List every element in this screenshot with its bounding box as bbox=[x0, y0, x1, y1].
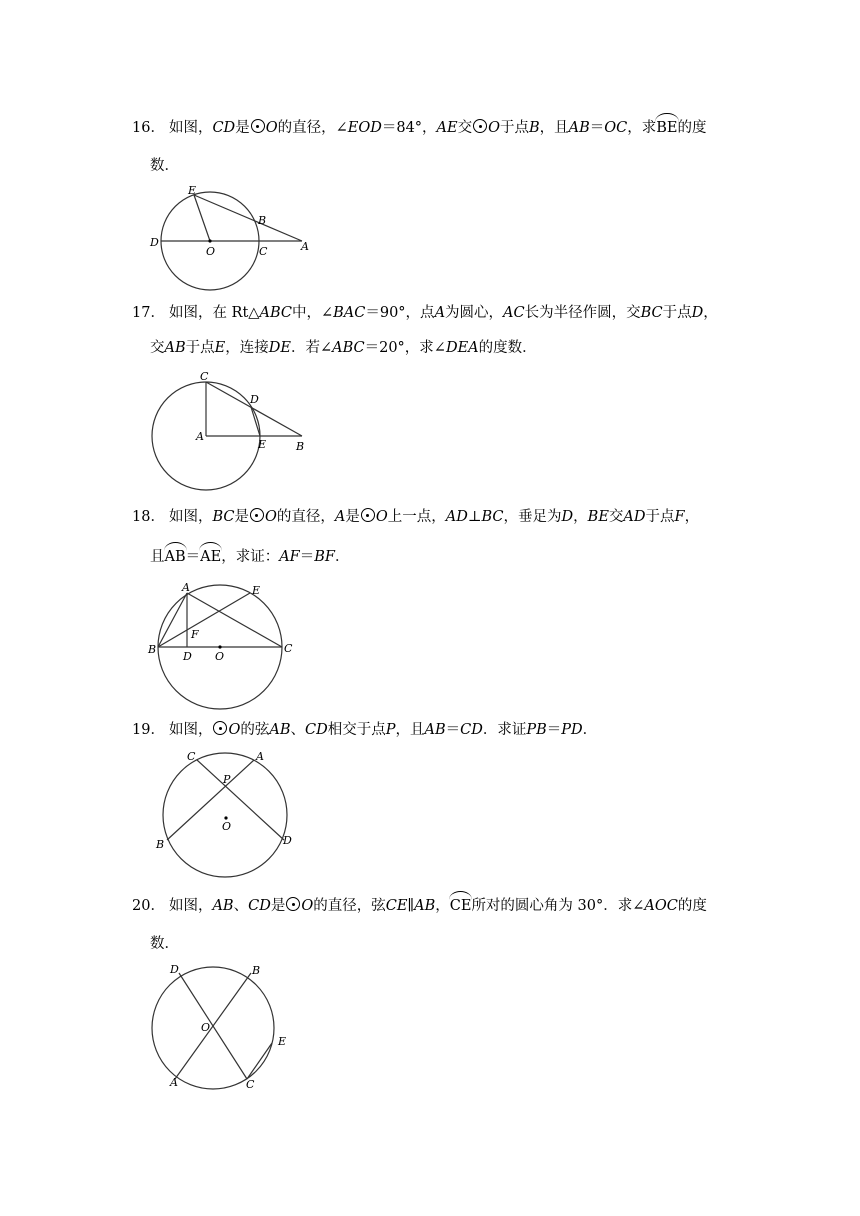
text: 的度数． bbox=[478, 340, 537, 356]
var: A bbox=[434, 305, 446, 321]
var: CD bbox=[304, 722, 328, 738]
text: 交 bbox=[150, 340, 165, 356]
text: ＝ bbox=[445, 722, 461, 738]
arc-notation: AE bbox=[200, 549, 222, 565]
label-d: D bbox=[250, 393, 259, 406]
var: AD bbox=[623, 509, 646, 525]
center-dot bbox=[208, 239, 211, 242]
text: 如图， bbox=[168, 722, 213, 738]
label-b: B bbox=[148, 643, 157, 656]
var: PB bbox=[526, 722, 547, 738]
text: ，求 bbox=[627, 120, 657, 136]
label-c: C bbox=[284, 642, 293, 655]
var: O bbox=[264, 509, 277, 525]
text: ．若∠ bbox=[290, 340, 333, 356]
label-c: C bbox=[259, 245, 268, 258]
q16-line1 bbox=[132, 119, 707, 137]
text: ∥ bbox=[407, 898, 415, 914]
var: E bbox=[214, 340, 226, 356]
var: BAC bbox=[333, 305, 366, 321]
text: ＝ bbox=[589, 120, 605, 136]
q17-line1 bbox=[132, 304, 718, 322]
chord-ce bbox=[247, 1043, 272, 1079]
var: P bbox=[385, 722, 396, 738]
var: O bbox=[488, 120, 500, 136]
text: 如图， bbox=[168, 509, 213, 525]
text: 相交于点 bbox=[327, 722, 386, 738]
text: ＝ bbox=[299, 549, 315, 565]
question-number: 19． bbox=[132, 722, 165, 738]
text: 的直径，弦 bbox=[313, 898, 386, 914]
text: ，垂足为 bbox=[503, 509, 562, 525]
text: ＝84°， bbox=[381, 120, 437, 136]
var: O bbox=[301, 898, 314, 914]
label-d: D bbox=[283, 834, 292, 847]
text: 数． bbox=[150, 158, 179, 174]
q16-figure bbox=[140, 180, 320, 290]
label-e: E bbox=[258, 438, 267, 451]
label-a: A bbox=[256, 750, 264, 763]
question-number: 20． bbox=[132, 898, 165, 914]
var: A bbox=[334, 509, 346, 525]
label-a: A bbox=[301, 240, 309, 253]
var: AB bbox=[212, 898, 234, 914]
var: BF bbox=[314, 549, 335, 565]
var: EOD bbox=[347, 120, 382, 136]
label-f: F bbox=[191, 628, 199, 641]
var: CE bbox=[385, 898, 408, 914]
text: ．求证 bbox=[482, 722, 527, 738]
text: ＝ bbox=[546, 722, 562, 738]
var: AD bbox=[445, 509, 468, 525]
label-e: E bbox=[278, 1035, 287, 1048]
text: ， bbox=[703, 305, 718, 321]
diameter-ba bbox=[175, 973, 251, 1079]
label-d: D bbox=[170, 963, 179, 976]
var: ABC bbox=[332, 340, 365, 356]
var: AB bbox=[269, 722, 291, 738]
text: 长为半径作圆，交 bbox=[524, 305, 641, 321]
var: DE bbox=[268, 340, 291, 356]
var: DEA bbox=[445, 340, 479, 356]
q18-line2 bbox=[150, 548, 349, 566]
circle-dot-symbol bbox=[250, 508, 264, 522]
text: 的度 bbox=[677, 120, 707, 136]
text: ， bbox=[684, 509, 700, 525]
var: AB bbox=[164, 340, 186, 356]
text: 于点 bbox=[645, 509, 675, 525]
text: 交 bbox=[608, 509, 624, 525]
text: 、 bbox=[233, 898, 249, 914]
circle-dot-symbol bbox=[361, 508, 375, 522]
text: 如图，在 Rt△ bbox=[168, 305, 260, 321]
label-d: D bbox=[150, 236, 159, 249]
var: CD bbox=[460, 722, 483, 738]
var: AB bbox=[414, 898, 436, 914]
q18-line1 bbox=[132, 508, 699, 526]
line-ea bbox=[194, 195, 302, 241]
circle-o bbox=[163, 753, 287, 877]
text: 的直径， bbox=[276, 509, 335, 525]
arc-notation: AB bbox=[164, 549, 186, 565]
line-be bbox=[158, 593, 250, 647]
label-a: A bbox=[182, 581, 190, 594]
text: ＝20°，求∠ bbox=[364, 340, 446, 356]
q19-line1 bbox=[132, 721, 597, 739]
text: 且 bbox=[150, 549, 165, 565]
circle-dot-symbol bbox=[286, 897, 300, 911]
q17-line2 bbox=[150, 339, 537, 357]
var: OC bbox=[604, 120, 628, 136]
var: D bbox=[561, 509, 574, 525]
label-b: B bbox=[296, 440, 305, 453]
label-c: C bbox=[200, 370, 209, 383]
var: BC bbox=[640, 305, 663, 321]
text: ． bbox=[582, 722, 598, 738]
var: AF bbox=[279, 549, 300, 565]
text: ，且 bbox=[539, 120, 569, 136]
label-p: P bbox=[223, 773, 231, 786]
var: AC bbox=[503, 305, 525, 321]
label-e: E bbox=[252, 584, 261, 597]
text: ，求证： bbox=[221, 549, 280, 565]
arc-notation: CE bbox=[449, 898, 472, 914]
var: BC bbox=[481, 509, 504, 525]
line-eo bbox=[194, 195, 210, 241]
var: F bbox=[674, 509, 685, 525]
circle-dot-symbol bbox=[251, 119, 265, 133]
text: 于点 bbox=[500, 120, 529, 136]
label-a: A bbox=[170, 1076, 178, 1089]
arc-notation: BE bbox=[656, 120, 678, 136]
text: ⊥ bbox=[467, 509, 482, 525]
text: 所对的圆心角为 30°．求∠ bbox=[471, 898, 645, 914]
text: ，且 bbox=[395, 722, 425, 738]
question-number: 18． bbox=[132, 509, 165, 525]
text: 、 bbox=[290, 722, 305, 738]
text: 如图， bbox=[168, 120, 213, 136]
q19-figure bbox=[150, 748, 310, 883]
center-dot bbox=[218, 645, 221, 648]
label-b: B bbox=[252, 964, 261, 977]
q18-figure bbox=[140, 578, 310, 708]
text: 是 bbox=[345, 509, 360, 525]
label-e: E bbox=[188, 184, 197, 197]
label-o: O bbox=[201, 1021, 211, 1034]
label-b: B bbox=[156, 838, 165, 851]
text: 上一点， bbox=[387, 509, 446, 525]
var: BE bbox=[587, 509, 609, 525]
text: 数． bbox=[150, 936, 179, 952]
var: CD bbox=[212, 120, 236, 136]
label-b: B bbox=[258, 214, 267, 227]
var: AE bbox=[436, 120, 458, 136]
q20-line2 bbox=[150, 935, 179, 953]
var: ABC bbox=[259, 305, 292, 321]
var: O bbox=[265, 120, 278, 136]
circle-dot-symbol bbox=[473, 119, 487, 133]
var: PD bbox=[561, 722, 583, 738]
text: ＝90°，点 bbox=[365, 305, 435, 321]
text: 的直径，∠ bbox=[277, 120, 348, 136]
line-ac bbox=[187, 593, 282, 647]
q17-figure bbox=[140, 368, 320, 493]
text: 的弦 bbox=[240, 722, 270, 738]
label-o: O bbox=[206, 245, 216, 258]
q16-line2 bbox=[150, 157, 179, 175]
label-c: C bbox=[187, 750, 196, 763]
question-number: 17． bbox=[132, 305, 165, 321]
line-cb bbox=[206, 382, 302, 436]
text: ＝ bbox=[185, 549, 201, 565]
label-c: C bbox=[246, 1078, 255, 1091]
text: 于点 bbox=[185, 340, 215, 356]
var: AOC bbox=[644, 898, 678, 914]
circle-o bbox=[152, 967, 274, 1089]
text: 如图， bbox=[168, 898, 213, 914]
var: CD bbox=[248, 898, 271, 914]
var: D bbox=[691, 305, 704, 321]
text: 为圆心， bbox=[445, 305, 504, 321]
var: AB bbox=[424, 722, 446, 738]
circle-dot-symbol bbox=[213, 721, 227, 735]
text: 于点 bbox=[662, 305, 692, 321]
var: O bbox=[375, 509, 388, 525]
text: ． bbox=[334, 549, 350, 565]
label-d: D bbox=[183, 650, 192, 663]
text: ， bbox=[435, 898, 450, 914]
text: 交 bbox=[457, 120, 473, 136]
text: 的度 bbox=[677, 898, 707, 914]
var: O bbox=[228, 722, 241, 738]
label-o: O bbox=[215, 650, 225, 663]
text: 是 bbox=[270, 898, 286, 914]
q20-figure bbox=[150, 960, 310, 1095]
label-a: A bbox=[196, 430, 204, 443]
label-o: O bbox=[222, 820, 232, 833]
text: ， bbox=[573, 509, 588, 525]
var: B bbox=[529, 120, 540, 136]
text: 中，∠ bbox=[291, 305, 334, 321]
q20-line1 bbox=[132, 897, 707, 915]
var: BC bbox=[212, 509, 235, 525]
text: 是 bbox=[235, 120, 250, 136]
text: ，连接 bbox=[225, 340, 269, 356]
text: 是 bbox=[234, 509, 249, 525]
var: AB bbox=[568, 120, 590, 136]
question-number: 16． bbox=[132, 120, 165, 136]
